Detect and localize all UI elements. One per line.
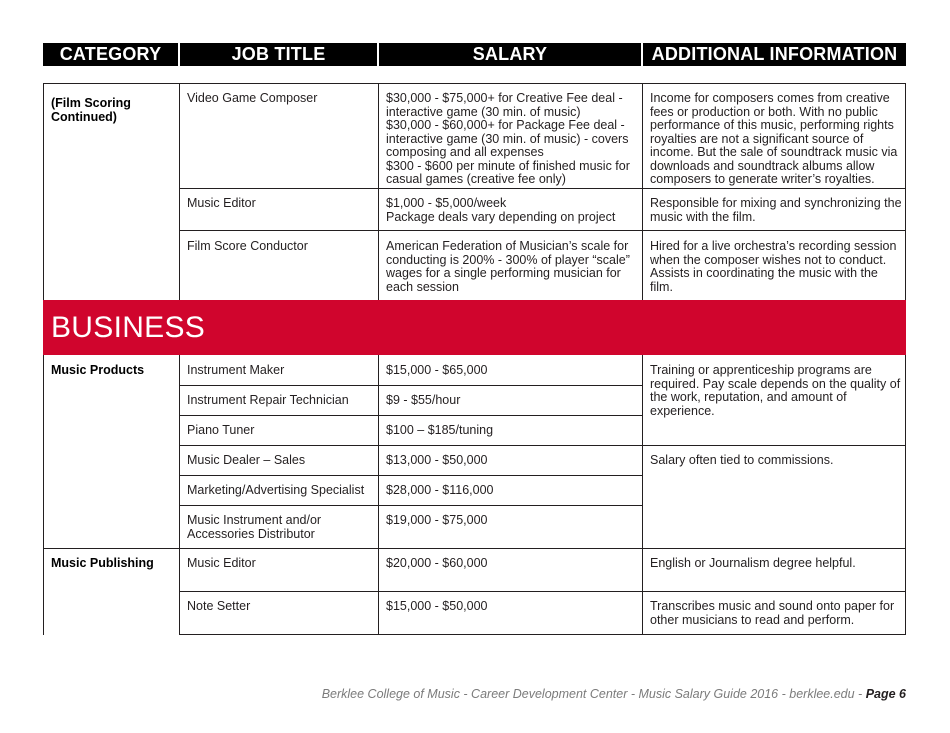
header-salary: SALARY [379,43,641,66]
col-divider-info [642,83,643,300]
salary-cell: $100 – $185/tuning [386,423,494,437]
row-rule [180,505,643,506]
category-film-scoring: (Film Scoring Continued) [51,96,131,124]
info-cell-commissions: Salary often tied to commissions. [650,453,834,467]
salary-cell: $13,000 - $50,000 [386,453,488,467]
info-cell: English or Journalism degree helpful. [650,556,856,570]
salary-cell: $1,000 - $5,000/week Package deals vary depending on project [386,196,616,224]
salary-cell: $15,000 - $65,000 [386,363,488,377]
table-top-rule [180,83,906,84]
job-title-cell: Music Editor [187,556,256,570]
business-section-banner [43,300,906,355]
info-cell-training: Training or apprenticeship programs are required. Pay scale depends on the quality of the work, reputation, and amount of experience. [650,363,901,418]
info-cell: Responsible for mixing and synchronizing the music with the film. [650,196,902,224]
header-additional-info: ADDITIONAL INFORMATION [643,43,906,66]
row-rule [180,230,906,231]
job-title-cell: Instrument Maker [187,363,285,377]
header-category: CATEGORY [43,43,178,66]
col-divider-job [179,83,180,300]
salary-cell: $9 - $55/hour [386,393,461,407]
salary-cell: $28,000 - $116,000 [386,483,494,497]
category-music-products: Music Products [51,363,145,377]
section-rule [43,548,906,549]
job-title-cell: Instrument Repair Technician [187,393,349,407]
salary-cell: $15,000 - $50,000 [386,599,488,613]
category-top-rule [43,83,179,84]
row-rule [180,188,906,189]
job-title-cell: Note Setter [187,599,251,613]
table-bottom-rule [180,634,906,635]
row-rule [180,415,643,416]
business-section-title: BUSINESS [51,311,206,344]
header-job-title: JOB TITLE [180,43,377,66]
job-title-cell: Music Dealer – Sales [187,453,306,467]
info-cell: Hired for a live orchestra’s recording session when the composer wishes not to conduct. Assists in coordinating the music with the film. [650,239,897,294]
job-title-cell: Piano Tuner [187,423,255,437]
col-divider-job [179,355,180,635]
row-rule [180,445,906,446]
row-rule [180,475,643,476]
salary-cell: American Federation of Musician’s scale for conducting is 200% - 300% of player “scale” wages for a single performing musician for each session [386,239,630,294]
right-rule [905,355,906,635]
row-rule [180,385,643,386]
job-title-cell: Marketing/Advertising Specialist [187,483,365,497]
footer-text: Berklee College of Music - Career Development Center - Music Salary Guide 2016 - berklee.edu - [321,687,866,701]
salary-cell: $19,000 - $75,000 [386,513,488,527]
right-rule [905,83,906,300]
page-number: Page 6 [865,687,906,701]
left-rule [43,83,44,635]
row-rule [180,591,906,592]
job-title-cell: Film Score Conductor [187,239,308,253]
col-divider-salary [378,355,379,635]
salary-cell: $30,000 - $75,000+ for Creative Fee deal - interactive game (30 min. of music) $30,000 - $60,000+ for Package Fee deal - interactive game (30 min. of music) - covers composing and all expenses $300 - $600 per minute of finished music for casual games (creative fee only) [386,91,630,186]
col-divider-salary [378,83,379,300]
col-divider-info [642,355,643,635]
info-cell: Income for composers comes from creative fees or production or both. With no public performance of this music, performing rights royalties are not a significant source of income. But the sale of soundtrack music via downloads and soundtrack albums allow composers to generate writer’s royalties. [650,91,898,186]
job-title-cell: Music Instrument and/or Accessories Distributor [187,513,322,541]
info-cell: Transcribes music and sound onto paper for other musicians to read and perform. [650,599,895,627]
page-footer [322,687,906,701]
job-title-cell: Video Game Composer [187,91,318,105]
job-title-cell: Music Editor [187,196,256,210]
salary-cell: $20,000 - $60,000 [386,556,488,570]
category-music-publishing: Music Publishing [51,556,154,570]
